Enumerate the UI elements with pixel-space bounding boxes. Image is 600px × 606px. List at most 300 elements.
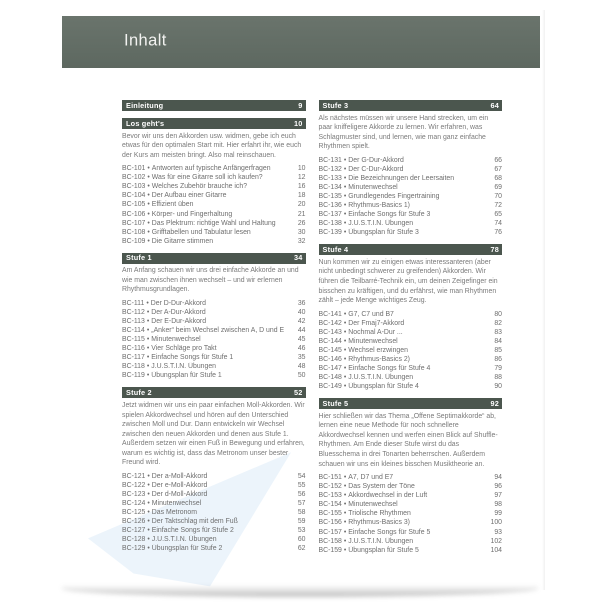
toc-row [319, 346, 503, 355]
section-intro: Jetzt widmen wir uns ein paar einfachen Moll-Akkorden. Wir spielen Akkordwechsel und hören auf den Unterschied zwischen Moll und Dur. Dann entwickeln wir Wechsel zwischen den neuen Akkorden und denen aus Stufe 1. Außerdem setzen wir einen Fuß in Bewegung und erfahren, warum es wichtig ist, dass das Metronom unser bester Freund wird. [122, 401, 305, 467]
lesson-page-number: 70 [494, 193, 502, 201]
lesson-label [122, 535, 294, 544]
bullet-separator: • [146, 299, 149, 307]
lesson-title: Einfache Songs für Stufe 3 [348, 211, 431, 219]
lesson-title: Was für eine Gitarre soll ich kaufen? [151, 174, 263, 182]
page-title: Inhalt [124, 31, 167, 50]
lesson-title: Der d-Moll-Akkord [151, 491, 208, 499]
bullet-separator: • [343, 174, 347, 182]
lesson-label [319, 165, 491, 174]
lesson-label [319, 174, 491, 183]
toc-row [122, 344, 306, 353]
lesson-title: Rhythmus-Basics 1) [348, 202, 410, 210]
lesson-title: Einfache Songs für Stufe 2 [151, 527, 234, 535]
toc-row [319, 373, 503, 382]
bullet-separator: • [147, 509, 150, 517]
lesson-code: BC-114 [122, 327, 145, 335]
lesson-title: J.U.S.T.I.N. Übungen [348, 537, 414, 545]
lesson-title: Minutenwechsel [348, 337, 398, 345]
bullet-separator: • [343, 474, 347, 482]
lesson-page-number: 74 [494, 220, 502, 228]
bullet-separator: • [343, 374, 347, 382]
lesson-code: BC-149 [318, 383, 342, 391]
lesson-page-number: 76 [494, 229, 502, 237]
toc-row [319, 328, 503, 337]
section-page-number: 9 [298, 100, 303, 110]
lesson-label [122, 308, 294, 317]
bullet-separator: • [147, 228, 150, 236]
lesson-label [122, 326, 294, 335]
toc-row [122, 517, 306, 526]
toc-row [122, 173, 306, 182]
lesson-code: BC-129 [122, 545, 146, 553]
lesson-label [319, 228, 491, 237]
bullet-separator: • [147, 491, 150, 499]
lesson-label [319, 201, 491, 210]
lesson-page-number: 18 [297, 192, 306, 200]
lesson-title: Minutenwechsel [151, 336, 201, 344]
lesson-code: BC-104 [122, 192, 146, 200]
toc-row [319, 491, 503, 500]
toc-row [122, 219, 306, 228]
toc-row [319, 337, 503, 346]
lesson-label [122, 499, 294, 508]
lesson-label [319, 319, 491, 328]
lesson-page-number: 26 [297, 219, 306, 227]
toc-row [319, 473, 503, 482]
bullet-separator: • [146, 372, 150, 380]
lesson-page-number: 90 [494, 383, 502, 391]
bullet-separator: • [147, 473, 150, 481]
lesson-page-number: 65 [494, 211, 502, 219]
lesson-title: Einfache Songs für Stufe 1 [151, 354, 234, 362]
lesson-label [122, 173, 294, 182]
lesson-title: Das Plektrum: richtige Wahl und Haltung [151, 219, 276, 227]
lesson-list [122, 164, 306, 245]
toc-section [122, 118, 306, 246]
section-intro: Nun kommen wir zu einigen etwas interessanteren (aber nicht unbedingt schwerer zu greifenden) Akkorden. Wir führen die Teilbarré-Technik ein, um deinen Zeigefinger ein bisschen zu kräftigen, und du erfährst, wie man Rhythmen zählt – jede Menge wichtiges Zeug. [318, 258, 498, 305]
lesson-label [319, 482, 491, 491]
lesson-code: BC-154 [318, 501, 342, 509]
lesson-title: Der E-Dur-Akkord [151, 318, 207, 326]
section-header-bar [122, 253, 306, 264]
bullet-separator: • [147, 219, 150, 227]
lesson-page-number: 35 [297, 354, 306, 362]
bullet-separator: • [147, 527, 150, 535]
lesson-title: Das Metronom [151, 509, 197, 517]
toc-row [319, 319, 503, 328]
lesson-label [319, 210, 491, 219]
section-header-bar [319, 100, 503, 111]
lesson-title: Minutenwechsel [348, 501, 398, 509]
toc-row [319, 518, 503, 527]
lesson-code: BC-151 [318, 474, 342, 482]
section-title: Stufe 1 [126, 253, 152, 263]
lesson-label [122, 544, 294, 553]
lesson-code: BC-141 [318, 310, 342, 318]
toc-row [319, 228, 503, 237]
lesson-code: BC-111 [122, 299, 145, 307]
lesson-code: BC-146 [318, 356, 342, 363]
lesson-page-number: 93 [494, 528, 502, 536]
lesson-code: BC-127 [122, 527, 146, 535]
lesson-title: Einfache Songs für Stufe 4 [348, 365, 431, 373]
toc-row [122, 362, 306, 371]
toc-section [319, 100, 503, 237]
lesson-code: BC-148 [318, 374, 342, 382]
lesson-page-number: 94 [494, 474, 502, 482]
bullet-separator: • [343, 510, 347, 518]
toc-row [122, 526, 306, 535]
lesson-title: Der C-Dur-Akkord [348, 165, 404, 173]
lesson-label [122, 317, 294, 326]
lesson-label [319, 500, 491, 509]
lesson-page-number: 82 [494, 319, 502, 327]
section-title: Stufe 2 [126, 388, 152, 398]
lesson-page-number: 53 [297, 527, 306, 535]
lesson-title: Nochmal A-Dur ... [348, 328, 403, 336]
bullet-separator: • [146, 336, 150, 344]
lesson-page-number: 96 [494, 483, 502, 491]
lesson-title: Grifftabellen und Tabulatur lesen [151, 228, 251, 236]
lesson-code: BC-119 [122, 372, 145, 380]
lesson-code: BC-105 [122, 201, 146, 209]
lesson-page-number: 16 [297, 183, 306, 191]
bullet-separator: • [343, 165, 347, 173]
toc-row [319, 201, 503, 210]
lesson-page-number: 100 [490, 519, 502, 527]
section-title: Stufe 3 [322, 100, 349, 110]
lesson-code: BC-123 [122, 491, 146, 499]
bullet-separator: • [343, 220, 347, 228]
lesson-label [319, 537, 487, 546]
bullet-separator: • [343, 202, 347, 210]
section-intro: Hier schließen wir das Thema „Offene Septimakkorde“ ab, lernen eine neue Methode für noch schnellere Akkordwechsel kennen und werfen einen Blick auf Shuffle-Rhythmen. Am Ende dieser Stufe wirst du das Bluesschema in drei Tonarten beherrschen. Außerdem schauen wir uns ein kleines bisschen Musiktheorie an. [318, 412, 498, 468]
lesson-code: BC-132 [318, 165, 342, 173]
bullet-separator: • [343, 519, 347, 527]
bullet-separator: • [343, 537, 347, 545]
bullet-separator: • [343, 546, 347, 554]
section-page-number: 92 [490, 398, 499, 408]
bullet-separator: • [147, 536, 150, 544]
toc-row [122, 472, 306, 481]
lesson-title: Der Taktschlag mit dem Fuß [151, 518, 238, 526]
lesson-code: BC-157 [318, 528, 342, 536]
section-page-number: 10 [293, 118, 303, 128]
lesson-code: BC-112 [122, 309, 145, 317]
toc-row [122, 499, 306, 508]
lesson-title: Minutenwechsel [348, 184, 398, 192]
lesson-code: BC-109 [122, 237, 146, 245]
lesson-page-number: 97 [494, 492, 502, 500]
lesson-title: Übungsplan für Stufe 2 [151, 545, 223, 553]
lesson-label [319, 346, 491, 355]
lesson-code: BC-155 [318, 510, 342, 518]
toc-row [122, 308, 306, 317]
lesson-code: BC-133 [318, 174, 342, 182]
lesson-page-number: 32 [297, 237, 306, 245]
lesson-title: Das System der Töne [348, 483, 415, 491]
lesson-code: BC-143 [318, 328, 342, 336]
section-intro: Als nächstes müssen wir unsere Hand strecken, um ein paar kniffeligere Akkorde zu lernen. Wir erfahren, was Schlagmuster sind, und lernen, wie man ganz einfache Rhythmen spielt. [318, 114, 489, 151]
lesson-label [319, 546, 487, 555]
toc-row [319, 165, 503, 174]
lesson-page-number: 46 [297, 345, 306, 353]
lesson-page-number: 10 [297, 165, 306, 173]
toc-row [319, 355, 503, 364]
lesson-page-number: 58 [297, 509, 306, 517]
toc-section [122, 253, 306, 381]
toc-row [122, 481, 306, 490]
bullet-separator: • [146, 354, 150, 362]
lesson-title: Übungsplan für Stufe 1 [151, 372, 222, 380]
lesson-list [319, 310, 503, 391]
toc-row [319, 219, 503, 228]
bullet-separator: • [343, 365, 347, 373]
toc-row [319, 528, 503, 537]
toc-row [122, 508, 306, 517]
bullet-separator: • [146, 309, 150, 317]
lesson-page-number: 102 [490, 537, 502, 545]
lesson-list [122, 472, 306, 553]
toc-row [319, 183, 503, 192]
bullet-separator: • [343, 156, 347, 164]
bullet-separator: • [343, 346, 347, 354]
lesson-title: Einfache Songs für Stufe 5 [348, 528, 431, 536]
lesson-label [319, 364, 491, 373]
toc-column-right [319, 100, 503, 555]
lesson-list [319, 473, 503, 554]
toc-section [319, 244, 503, 391]
lesson-page-number: 86 [494, 356, 502, 363]
lesson-label [319, 528, 491, 537]
lesson-page-number: 36 [297, 299, 306, 307]
toc-row [319, 192, 503, 201]
bullet-separator: • [343, 184, 347, 192]
lesson-code: BC-128 [122, 536, 146, 544]
bullet-separator: • [147, 237, 150, 245]
lesson-label [319, 382, 491, 391]
section-intro: Am Anfang schauen wir uns drei einfache Akkorde an und wie man zwischen ihnen wechselt – und wir erlernen Rhythmusgrundlagen. [122, 267, 299, 294]
section-page-number: 78 [490, 245, 499, 255]
toc-row [122, 210, 306, 219]
lesson-page-number: 67 [494, 165, 502, 173]
toc-row [122, 299, 306, 308]
lesson-code: BC-108 [122, 228, 146, 236]
lesson-code: BC-136 [318, 202, 342, 210]
lesson-page-number: 40 [297, 309, 306, 317]
toc-row [319, 364, 503, 373]
lesson-title: J.U.S.T.I.N. Übungen [348, 374, 414, 382]
lesson-code: BC-156 [318, 519, 342, 527]
lesson-code: BC-158 [318, 537, 342, 545]
toc-row [122, 182, 306, 191]
lesson-title: Übungsplan für Stufe 3 [348, 229, 419, 237]
bullet-separator: • [147, 545, 150, 553]
bullet-separator: • [343, 337, 347, 345]
section-header-bar [122, 118, 306, 129]
lesson-title: Wechsel erzwingen [348, 346, 408, 354]
toc-row [122, 237, 306, 246]
bullet-separator: • [343, 310, 347, 318]
lesson-title: G7, C7 und B7 [348, 310, 394, 318]
toc-row [319, 156, 503, 165]
lesson-title: Der Fmaj7-Akkord [348, 319, 405, 327]
lesson-code: BC-139 [318, 229, 342, 237]
lesson-code: BC-144 [318, 337, 342, 345]
lesson-title: Der e-Moll-Akkord [151, 482, 208, 490]
lesson-page-number: 98 [494, 501, 502, 509]
bullet-separator: • [343, 483, 347, 491]
bullet-separator: • [343, 193, 347, 201]
bullet-separator: • [146, 327, 150, 335]
toc-row [122, 371, 306, 380]
toc-row [122, 544, 306, 553]
bullet-separator: • [343, 528, 347, 536]
toc-column-left [122, 100, 306, 555]
lesson-page-number: 62 [297, 545, 306, 553]
lesson-code: BC-101 [122, 165, 146, 173]
lesson-page-number: 68 [494, 174, 502, 182]
toc-row [122, 535, 306, 544]
section-header-bar [319, 398, 503, 409]
lesson-page-number: 79 [494, 365, 502, 373]
toc-row [122, 326, 306, 335]
lesson-page-number: 66 [494, 156, 502, 164]
lesson-label [122, 353, 294, 362]
lesson-page-number: 104 [490, 546, 502, 554]
bullet-separator: • [147, 201, 150, 209]
lesson-code: BC-159 [318, 546, 342, 554]
toc-row [319, 546, 503, 555]
lesson-label [319, 328, 491, 337]
bullet-separator: • [147, 500, 150, 508]
toc-row [122, 317, 306, 326]
lesson-label [122, 164, 294, 173]
lesson-label [122, 191, 294, 200]
toc-row [319, 509, 503, 518]
page-bottom-shadow [62, 585, 538, 597]
lesson-title: Der A-Dur-Akkord [151, 309, 206, 317]
section-header-bar [122, 387, 306, 398]
lesson-code: BC-126 [122, 518, 146, 526]
lesson-code: BC-145 [318, 346, 342, 354]
lesson-label [122, 362, 294, 371]
lesson-page-number: 83 [494, 328, 502, 336]
lesson-code: BC-124 [122, 500, 146, 508]
lesson-code: BC-125 [122, 509, 146, 517]
lesson-title: Der D-Dur-Akkord [150, 299, 206, 307]
lesson-page-number: 59 [297, 518, 306, 526]
lesson-page-number: 48 [297, 363, 306, 371]
lesson-label [319, 355, 491, 364]
bullet-separator: • [147, 518, 150, 526]
lesson-code: BC-134 [318, 184, 342, 192]
lesson-label [319, 156, 491, 165]
toc-row [122, 353, 306, 362]
bullet-separator: • [343, 501, 347, 509]
lesson-page-number: 30 [297, 228, 306, 236]
toc-row [319, 382, 503, 391]
toc-row [319, 174, 503, 183]
lesson-label [122, 219, 294, 228]
lesson-page-number: 12 [297, 174, 306, 182]
bullet-separator: • [146, 345, 150, 353]
bullet-separator: • [146, 363, 150, 371]
lesson-code: BC-102 [122, 174, 146, 182]
lesson-title: Vier Schläge pro Takt [151, 345, 217, 353]
lesson-title: Welches Zubehör brauche ich? [151, 183, 248, 191]
section-page-number: 64 [490, 100, 499, 110]
lesson-title: Rhythmus-Basics 2) [348, 356, 410, 363]
section-page-number: 52 [293, 388, 303, 398]
section-title: Los geht's [126, 118, 165, 128]
lesson-label [319, 192, 491, 201]
lesson-page-number: 44 [297, 327, 306, 335]
lesson-page-number: 55 [297, 482, 306, 490]
lesson-label [122, 210, 294, 219]
toc-row [122, 191, 306, 200]
lesson-code: BC-142 [318, 319, 342, 327]
lesson-label [122, 228, 294, 237]
lesson-title: J.U.S.T.I.N. Übungen [151, 363, 217, 371]
toc-row [319, 482, 503, 491]
lesson-list [122, 299, 306, 380]
lesson-page-number: 45 [297, 336, 306, 344]
toc-row [122, 228, 306, 237]
toc-row [319, 310, 503, 319]
toc-columns [122, 100, 502, 555]
lesson-page-number: 21 [297, 210, 306, 218]
lesson-title: Die Bezeichnungen der Leersaiten [348, 174, 455, 182]
lesson-code: BC-116 [122, 345, 145, 353]
lesson-label [122, 526, 294, 535]
lesson-title: Akkordwechsel in der Luft [348, 492, 428, 500]
lesson-label [122, 481, 294, 490]
lesson-label [122, 508, 294, 517]
lesson-page-number: 88 [494, 374, 502, 382]
bullet-separator: • [343, 319, 347, 327]
bullet-separator: • [343, 383, 347, 391]
lesson-page-number: 69 [494, 184, 502, 192]
lesson-code: BC-147 [318, 365, 342, 373]
bullet-separator: • [146, 318, 150, 326]
lesson-title: Übungsplan für Stufe 4 [348, 383, 419, 391]
lesson-label [122, 344, 294, 353]
bullet-separator: • [147, 192, 150, 200]
lesson-code: BC-153 [318, 492, 342, 500]
lesson-label [122, 299, 294, 308]
toc-row [319, 537, 503, 546]
lesson-label [319, 219, 491, 228]
lesson-title: Grundlegendes Fingertraining [348, 193, 440, 201]
lesson-code: BC-131 [318, 156, 342, 164]
lesson-code: BC-118 [122, 363, 145, 371]
bullet-separator: • [343, 229, 347, 237]
lesson-label [122, 200, 294, 209]
lesson-page-number: 60 [297, 536, 306, 544]
lesson-label [122, 472, 294, 481]
lesson-code: BC-135 [318, 193, 342, 201]
section-title: Stufe 5 [322, 398, 349, 408]
toc-row [319, 500, 503, 509]
lesson-label [122, 517, 294, 526]
lesson-code: BC-103 [122, 183, 146, 191]
lesson-code: BC-115 [122, 336, 145, 344]
lesson-page-number: 20 [297, 201, 306, 209]
lesson-label [319, 183, 491, 192]
lesson-page-number: 50 [297, 372, 306, 380]
